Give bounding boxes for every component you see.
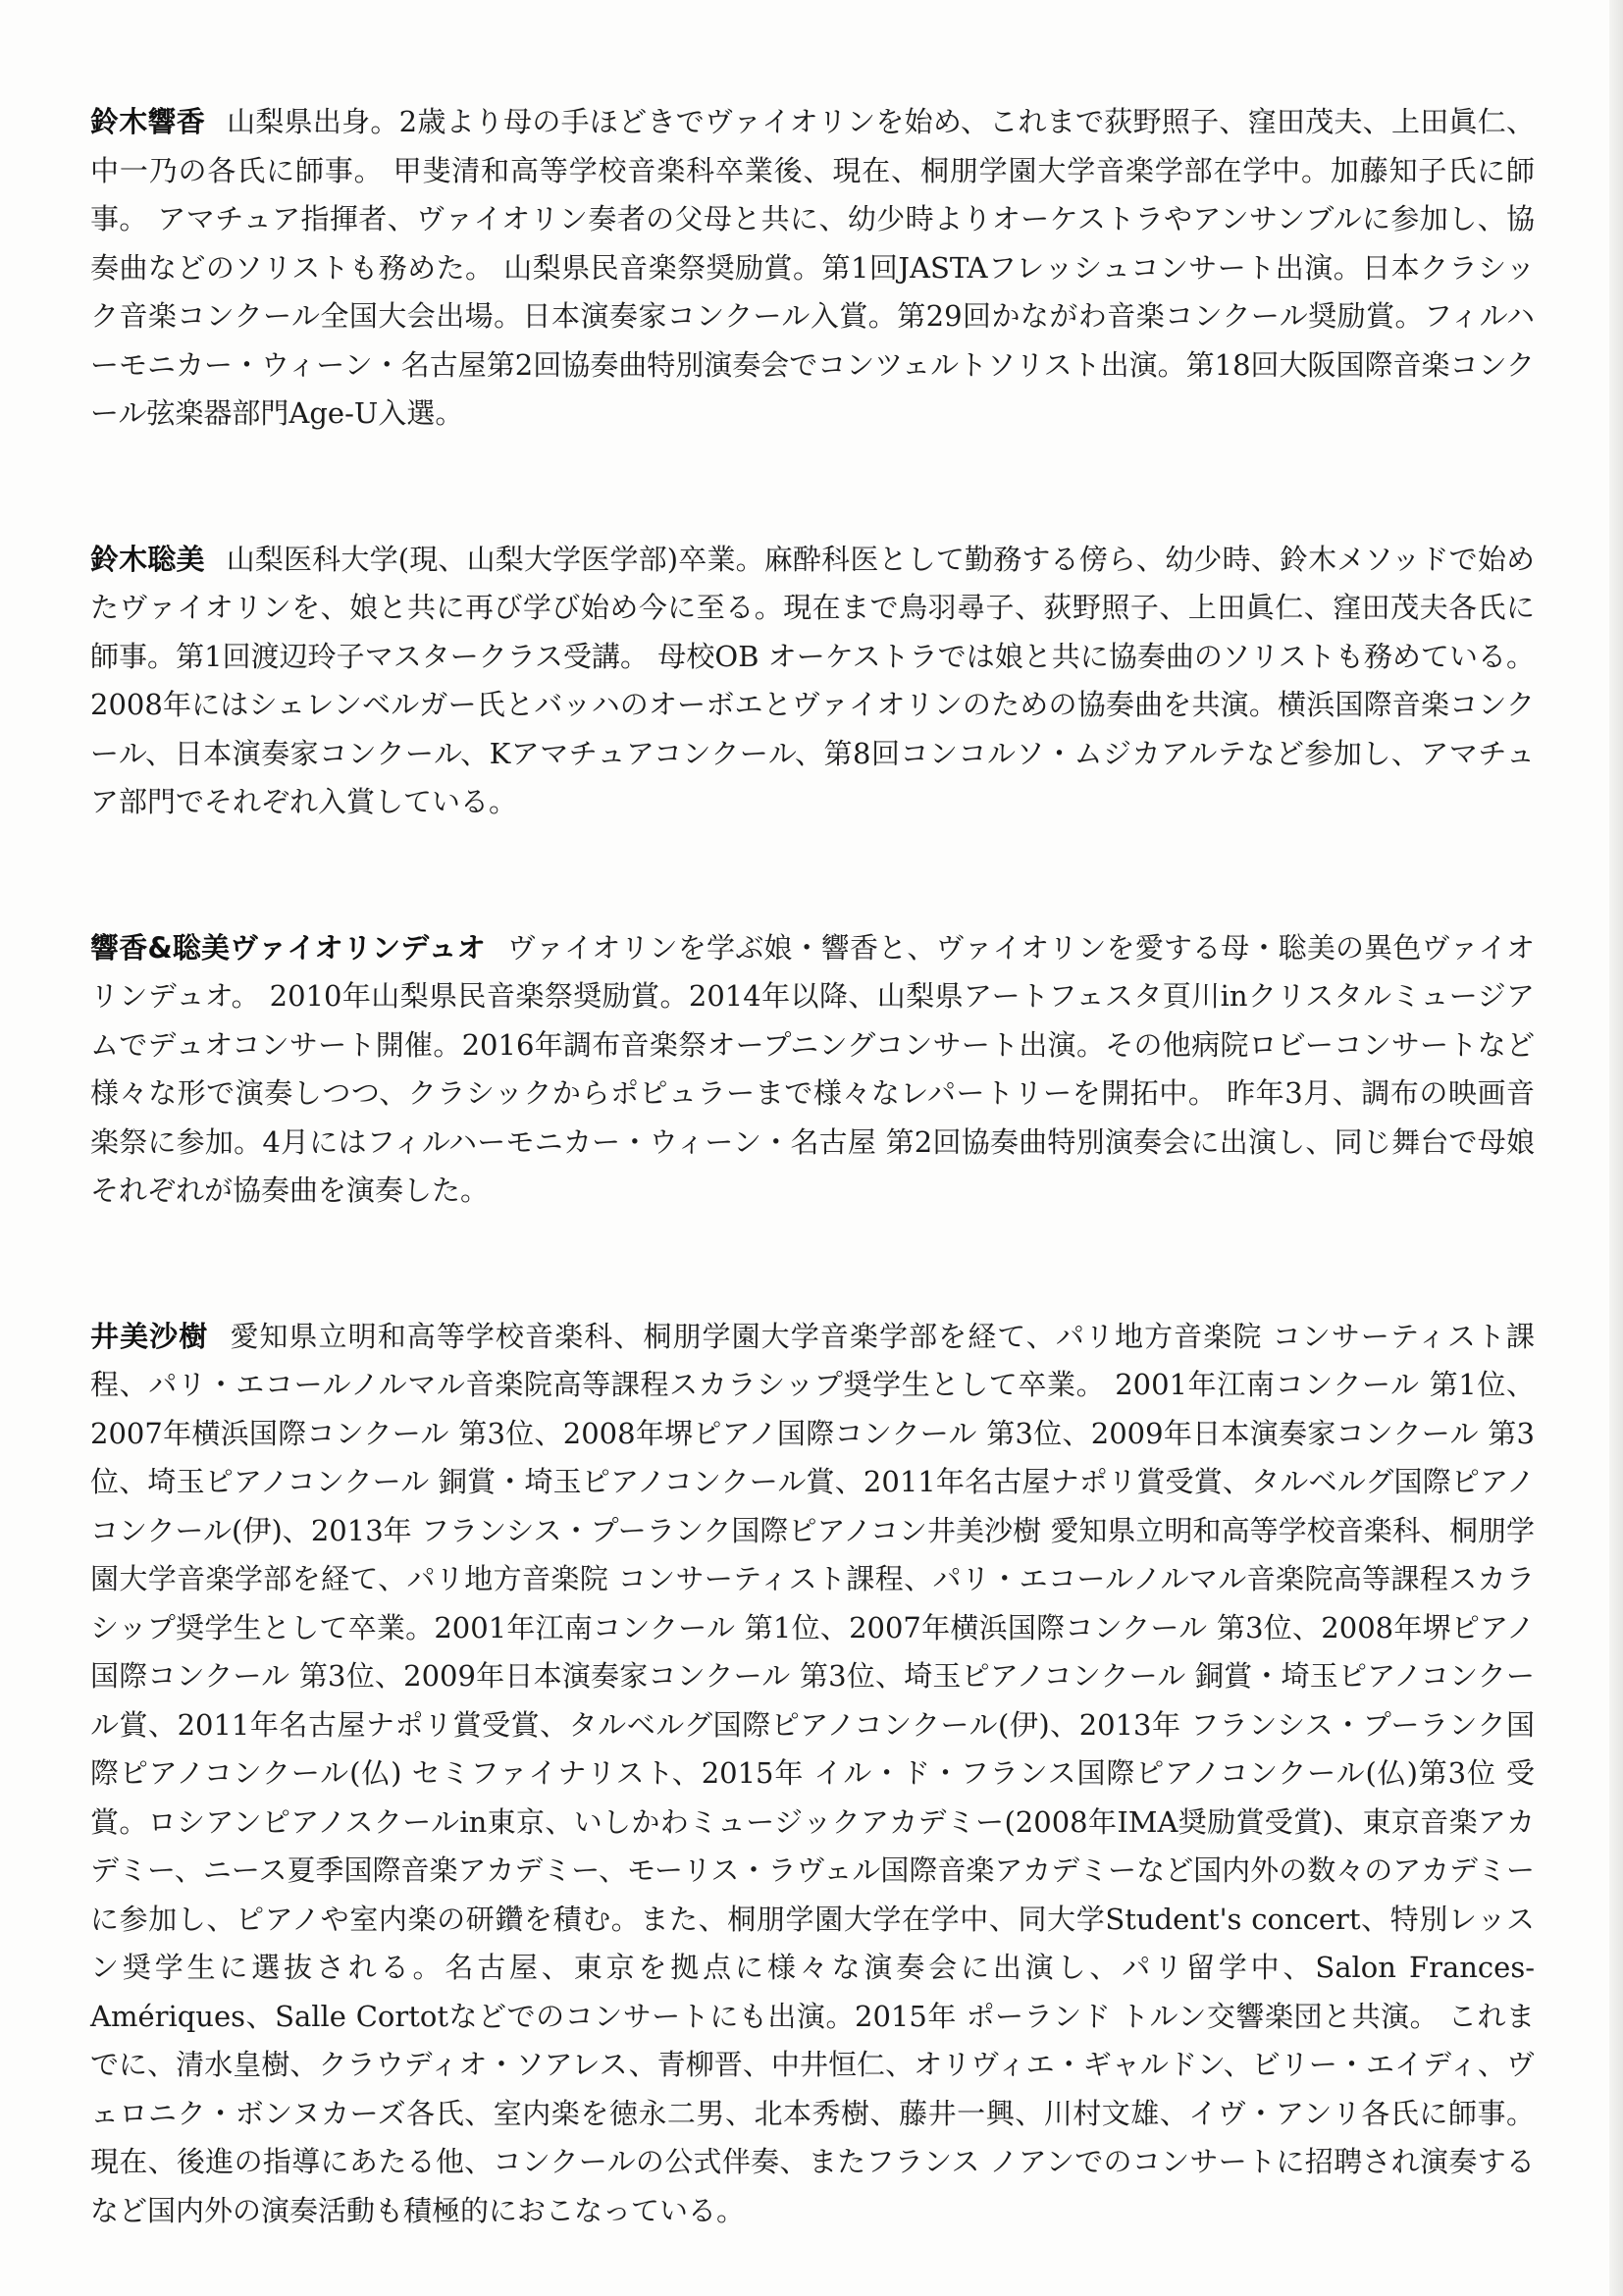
bio-suzuki-kyoka xyxy=(90,98,1535,439)
bio-text: 山梨県出身。2歳より母の手ほどきでヴァイオリンを始め、これまで荻野照子、窪田茂夫、上田眞仁、中一乃の各氏に師事。 甲斐清和高等学校音楽科卒業後、現在、桐朋学園大学音楽学部在学中。加藤知子氏に師事。 アマチュア指揮者、ヴァイオリン奏者の父母と共に、幼少時よりオーケストラやアンサンブルに参加し、協奏曲などのソリストも務めた。 山梨県民音楽祭奨励賞。第1回JASTAフレッシュコンサート出演。日本クラシック音楽コンクール全国大会出場。日本演奏家コンクール入賞。第29回かながわ音楽コンクール奨励賞。フィルハーモニカー・ウィーン・名古屋第2回協奏曲特別演奏会でコンツェルトソリスト出演。第18回大阪国際音楽コンクール弦楽器部門Age-U入選。 xyxy=(90,105,1535,430)
bio-name: 鈴木響香 xyxy=(90,105,206,138)
scan-edge xyxy=(1609,0,1623,2296)
bio-i-misaki xyxy=(90,1313,1535,2236)
bio-name: 響香&聡美ヴァイオリンデュオ xyxy=(90,930,486,965)
divider-space xyxy=(90,1216,1535,1313)
bio-name: 井美沙樹 xyxy=(90,1319,209,1353)
divider-space xyxy=(90,827,1535,924)
bio-violin-duo xyxy=(90,924,1535,1216)
divider-space xyxy=(90,439,1535,536)
bio-text: ヴァイオリンを学ぶ娘・響香と、ヴァイオリンを愛する母・聡美の異色ヴァイオリンデュオ。 2010年山梨県民音楽祭奨励賞。2014年以降、山梨県アートフェスタ頁川inクリスタルミュージアムでデュオコンサート開催。2016年調布音楽祭オープニングコンサート出演。その他病院ロビーコンサートなど様々な形で演奏しつつ、クラシックからポピュラーまで様々なレパートリーを開拓中。 昨年3月、調布の映画音楽祭に参加。4月にはフィルハーモニカー・ウィーン・名古屋 第2回協奏曲特別演奏会に出演し、同じ舞台で母娘それぞれが協奏曲を演奏した。 xyxy=(90,930,1535,1207)
bio-suzuki-satomi xyxy=(90,536,1535,827)
bio-text: 愛知県立明和高等学校音楽科、桐朋学園大学音楽学部を経て、パリ地方音楽院 コンサーティスト課程、パリ・エコールノルマル音楽院高等課程スカラシップ奨学生として卒業。 2001年江南コンクール 第1位、2007年横浜国際コンクール 第3位、2008年堺ピアノ国際コンクール 第3位、2009年日本演奏家コンクール 第3位、埼玉ピアノコンクール 銅賞・埼玉ピアノコンクール賞、2011年名古屋ナポリ賞受賞、タルベルグ国際ピアノコンクール(伊)、2013年 フランシス・プーランク国際ピアノコン井美沙樹 愛知県立明和高等学校音楽科、桐朋学園大学音楽学部を経て、パリ地方音楽院 コンサーティスト課程、パリ・エコールノルマル音楽院高等課程スカラシップ奨学生として卒業。2001年江南コンクール 第1位、2007年横浜国際コンクール 第3位、2008年堺ピアノ国際コンクール 第3位、2009年日本演奏家コンクール 第3位、埼玉ピアノコンクール 銅賞・埼玉ピアノコンクール賞、2011年名古屋ナポリ賞受賞、タルベルグ国際ピアノコンクール(伊)、2013年 フランシス・プーランク国際ピアノコンクール(仏) セミファイナリスト、2015年 イル・ド・フランス国際ピアノコンクール(仏)第3位 受賞。ロシアンピアノスクールin東京、いしかわミュージックアカデミー(2008年IMA奨励賞受賞)、東京音楽アカデミー、ニース夏季国際音楽アカデミー、モーリス・ラヴェル国際音楽アカデミーなど国内外の数々のアカデミーに参加し、ピアノや室内楽の研鑽を積む。また、桐朋学園大学在学中、同大学Student's concert、特別レッスン奨学生に選抜される。名古屋、東京を拠点に様々な演奏会に出演し、パリ留学中、Salon Frances-Amériques、Salle Cortotなどでのコンサートにも出演。2015年 ポーランド トルン交響楽団と共演。 これまでに、清水皇樹、クラウディオ・ソアレス、青柳晋、中井恒仁、オリヴィエ・ギャルドン、ビリー・エイディ、ヴェロニク・ボンヌカーズ各氏、室内楽を徳永二男、北本秀樹、藤井一興、川村文雄、イヴ・アンリ各氏に師事。現在、後進の指導にあたる他、コンクールの公式伴奏、またフランス ノアンでのコンサートに招聘され演奏するなど国内外の演奏活動も積極的におこなっている。 xyxy=(90,1319,1535,2227)
bio-text: 山梨医科大学(現、山梨大学医学部)卒業。麻酔科医として勤務する傍ら、幼少時、鈴木メソッドで始めたヴァイオリンを、娘と共に再び学び始め今に至る。現在まで鳥羽尋子、荻野照子、上田眞仁、窪田茂夫各氏に師事。第1回渡辺玲子マスタークラス受講。 母校OB オーケストラでは娘と共に協奏曲のソリストも務めている。2008年にはシェレンベルガー氏とバッハのオーボエとヴァイオリンのための協奏曲を共演。横浜国際音楽コンクール、日本演奏家コンクール、Kアマチュアコンクール、第8回コンコルソ・ムジカアルテなど参加し、アマチュア部門でそれぞれ入賞している。 xyxy=(90,542,1535,818)
biography-list xyxy=(90,98,1535,2235)
bio-name: 鈴木聡美 xyxy=(90,542,205,576)
